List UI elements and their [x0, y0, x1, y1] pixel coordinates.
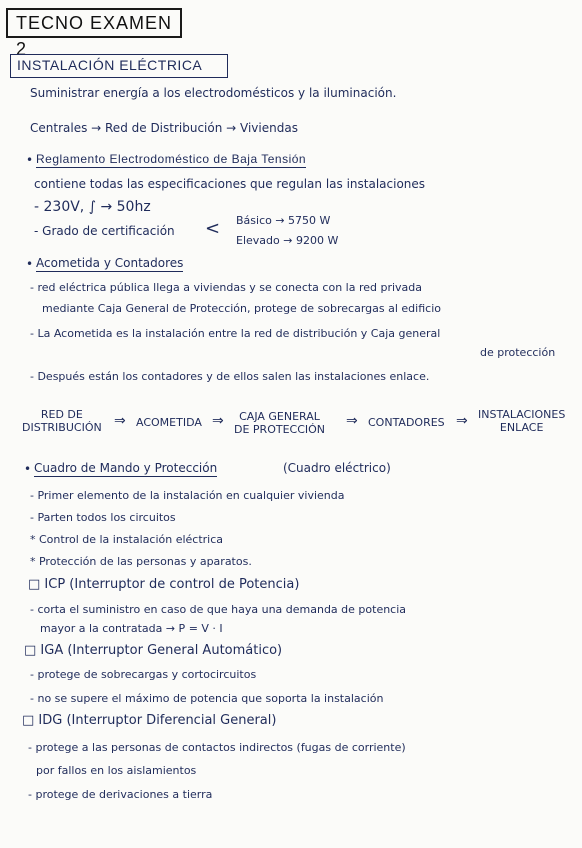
note-line: - protege de derivaciones a tierra [28, 788, 213, 801]
flow-arrow: ⇒ [456, 413, 468, 429]
bullet-dot: • [26, 153, 34, 167]
flow-node-red: RED DE DISTRIBUCIÓN [22, 408, 102, 434]
bullet-dot: • [24, 462, 32, 476]
note-line: - protege de sobrecargas y cortocircuitos [30, 668, 257, 681]
page-title: TECNO EXAMEN 2 [6, 8, 182, 38]
note-line: contiene todas las especificaciones que regulan las instalaciones [34, 177, 426, 191]
heading-acometida: Acometida y Contadores [36, 256, 184, 270]
flow-arrow: ⇒ [114, 413, 126, 429]
note-line: (Cuadro eléctrico) [283, 461, 391, 475]
note-line: * Control de la instalación eléctrica [30, 533, 224, 546]
note-line: * Protección de las personas y aparatos. [30, 555, 252, 568]
note-line: mayor a la contratada → P = V · I [40, 622, 223, 635]
flow-node-acometida: ACOMETIDA [136, 416, 202, 429]
note-line: de protección [480, 346, 556, 359]
note-line: - Grado de certificación [34, 224, 175, 238]
flow-node-caja: CAJA GENERAL DE PROTECCIÓN [234, 410, 326, 436]
flow-arrow: ⇒ [212, 413, 224, 429]
flow-arrow: ⇒ [346, 413, 358, 429]
note-line: - corta el suministro en caso de que haya una demanda de potencia [30, 603, 407, 616]
note-line: por fallos en los aislamientos [36, 764, 197, 777]
note-line: - Después están los contadores y de ellos salen las instalaciones enlace. [30, 370, 430, 383]
heading-reglamento: Reglamento Electrodoméstico de Baja Tensión [36, 152, 307, 166]
note-line: - La Acometida es la instalación entre la red de distribución y Caja general [30, 327, 441, 340]
note-line: - 230V, ∫ → 50hz [34, 199, 151, 215]
note-line: - Primer elemento de la instalación en cualquier vivienda [30, 489, 345, 502]
flow-node-contadores: CONTADORES [368, 416, 445, 429]
flow-node-instalaciones: INSTALACIONES ENLACE [478, 408, 566, 434]
note-line: Básico → 5750 W [236, 214, 331, 227]
note-line: - red eléctrica pública llega a viviendas y se conecta con la red privada [30, 281, 423, 294]
note-line: Elevado → 9200 W [236, 234, 339, 247]
heading-idg: □ IDG (Interruptor Diferencial General) [22, 713, 277, 728]
note-line: - no se supere el máximo de potencia que soporta la instalación [30, 692, 384, 705]
note-line: - Parten todos los circuitos [30, 511, 176, 524]
note-line: mediante Caja General de Protección, protege de sobrecargas al edificio [42, 302, 441, 315]
heading-cuadro: Cuadro de Mando y Protección [34, 461, 218, 475]
note-line: - protege a las personas de contactos indirectos (fugas de corriente) [28, 741, 406, 754]
bullet-dot: • [26, 257, 34, 271]
note-line: Suministrar energía a los electrodomésticos y la iluminación. [30, 86, 397, 100]
heading-iga: □ IGA (Interruptor General Automático) [24, 643, 283, 658]
less-than-brace: < [205, 218, 221, 239]
heading-icp: □ ICP (Interruptor de control de Potencia) [28, 577, 300, 592]
section-title: INSTALACIÓN ELÉCTRICA [10, 54, 228, 78]
note-line: Centrales → Red de Distribución → Viviendas [30, 121, 298, 135]
